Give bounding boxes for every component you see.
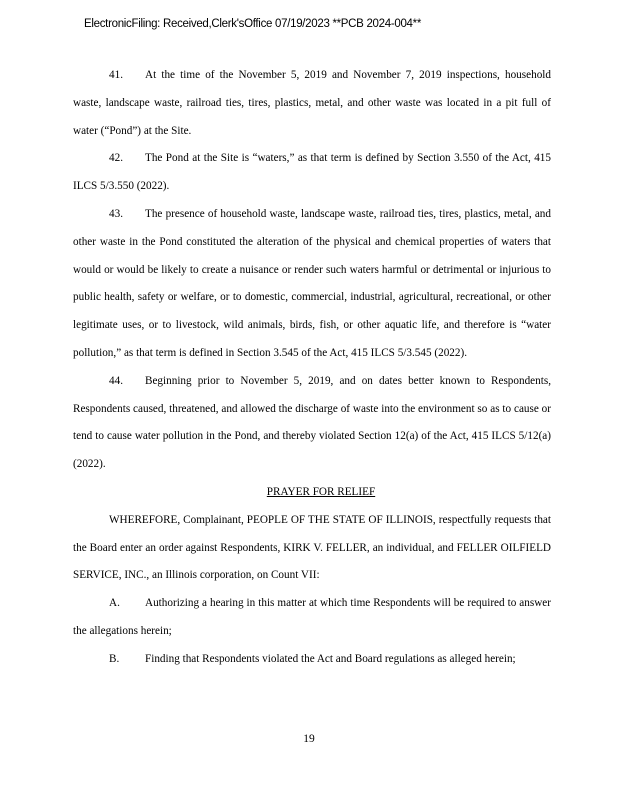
paragraph-number: 42. — [109, 152, 123, 165]
paragraph-43 — [73, 201, 551, 368]
paragraph-text: Beginning prior to November 5, 2019, and on dates better known to Respondents, Respondents caused, threatened, and allowed the discharge of waste into the environment so as to cause or tend to cause water pollution in the Pond, and thereby violated Section 12(a) of the Act, 415 ILCS 5/12(a) (2022). — [73, 374, 551, 471]
item-letter: B. — [109, 652, 120, 665]
paragraph-text: The Pond at the Site is “waters,” as that term is defined by Section 3.550 of the Act, 415 ILCS 5/3.550 (2022). — [73, 152, 551, 193]
document-body — [73, 62, 551, 674]
paragraph-number: 41. — [109, 69, 123, 81]
paragraph-number: 44. — [109, 374, 123, 387]
paragraph-44 — [73, 368, 551, 479]
relief-item-b — [73, 646, 551, 674]
paragraph-41 — [73, 62, 551, 145]
paragraph-42 — [73, 145, 551, 201]
page-number: 19 — [303, 733, 315, 745]
item-letter: A. — [109, 597, 120, 610]
paragraph-text: At the time of the November 5, 2019 and November 7, 2019 inspections, household waste, landscape waste, railroad ties, tires, plastics, metal, and other waste was located in a pit full of water (“Pond”) at the Site. — [73, 69, 551, 137]
prayer-for-relief-heading — [73, 479, 551, 507]
wherefore-paragraph: WHEREFORE, Complainant, PEOPLE OF THE STATE OF ILLINOIS, respectfully requests that the Board enter an order against Respondents, KIRK V. FELLER, an individual, and FELLER OILFIELD SERVICE, INC., an Illinois corporation, on Count VII: — [73, 513, 551, 582]
electronic-filing-header: ElectronicFiling: Received,Clerk'sOffice 07/19/2023 **PCB 2024-004** — [84, 18, 421, 30]
item-text: Authorizing a hearing in this matter at which time Respondents will be required to answer the allegations herein; — [73, 597, 551, 637]
heading-text: PRAYER FOR RELIEF — [266, 485, 376, 498]
paragraph-number: 43. — [109, 207, 123, 220]
item-text: Finding that Respondents violated the Act and Board regulations as alleged herein; — [145, 652, 516, 665]
relief-item-a — [73, 590, 551, 646]
paragraph-text: The presence of household waste, landscape waste, railroad ties, tires, plastics, metal, and other waste in the Pond constituted the alteration of the physical and chemical properties of waters that would or would be likely to create a nuisance or render such waters harmful or detrimental or injurious to public health, safety or welfare, or to domestic, commercial, industrial, agricultural, recreational, or other legitimate uses, or to livestock, wild animals, birds, fish, or other aquatic life, and therefore is “water pollution,” as that term is defined in Section 3.545 of the Act, 415 ILCS 5/3.545 (2022). — [73, 207, 551, 359]
